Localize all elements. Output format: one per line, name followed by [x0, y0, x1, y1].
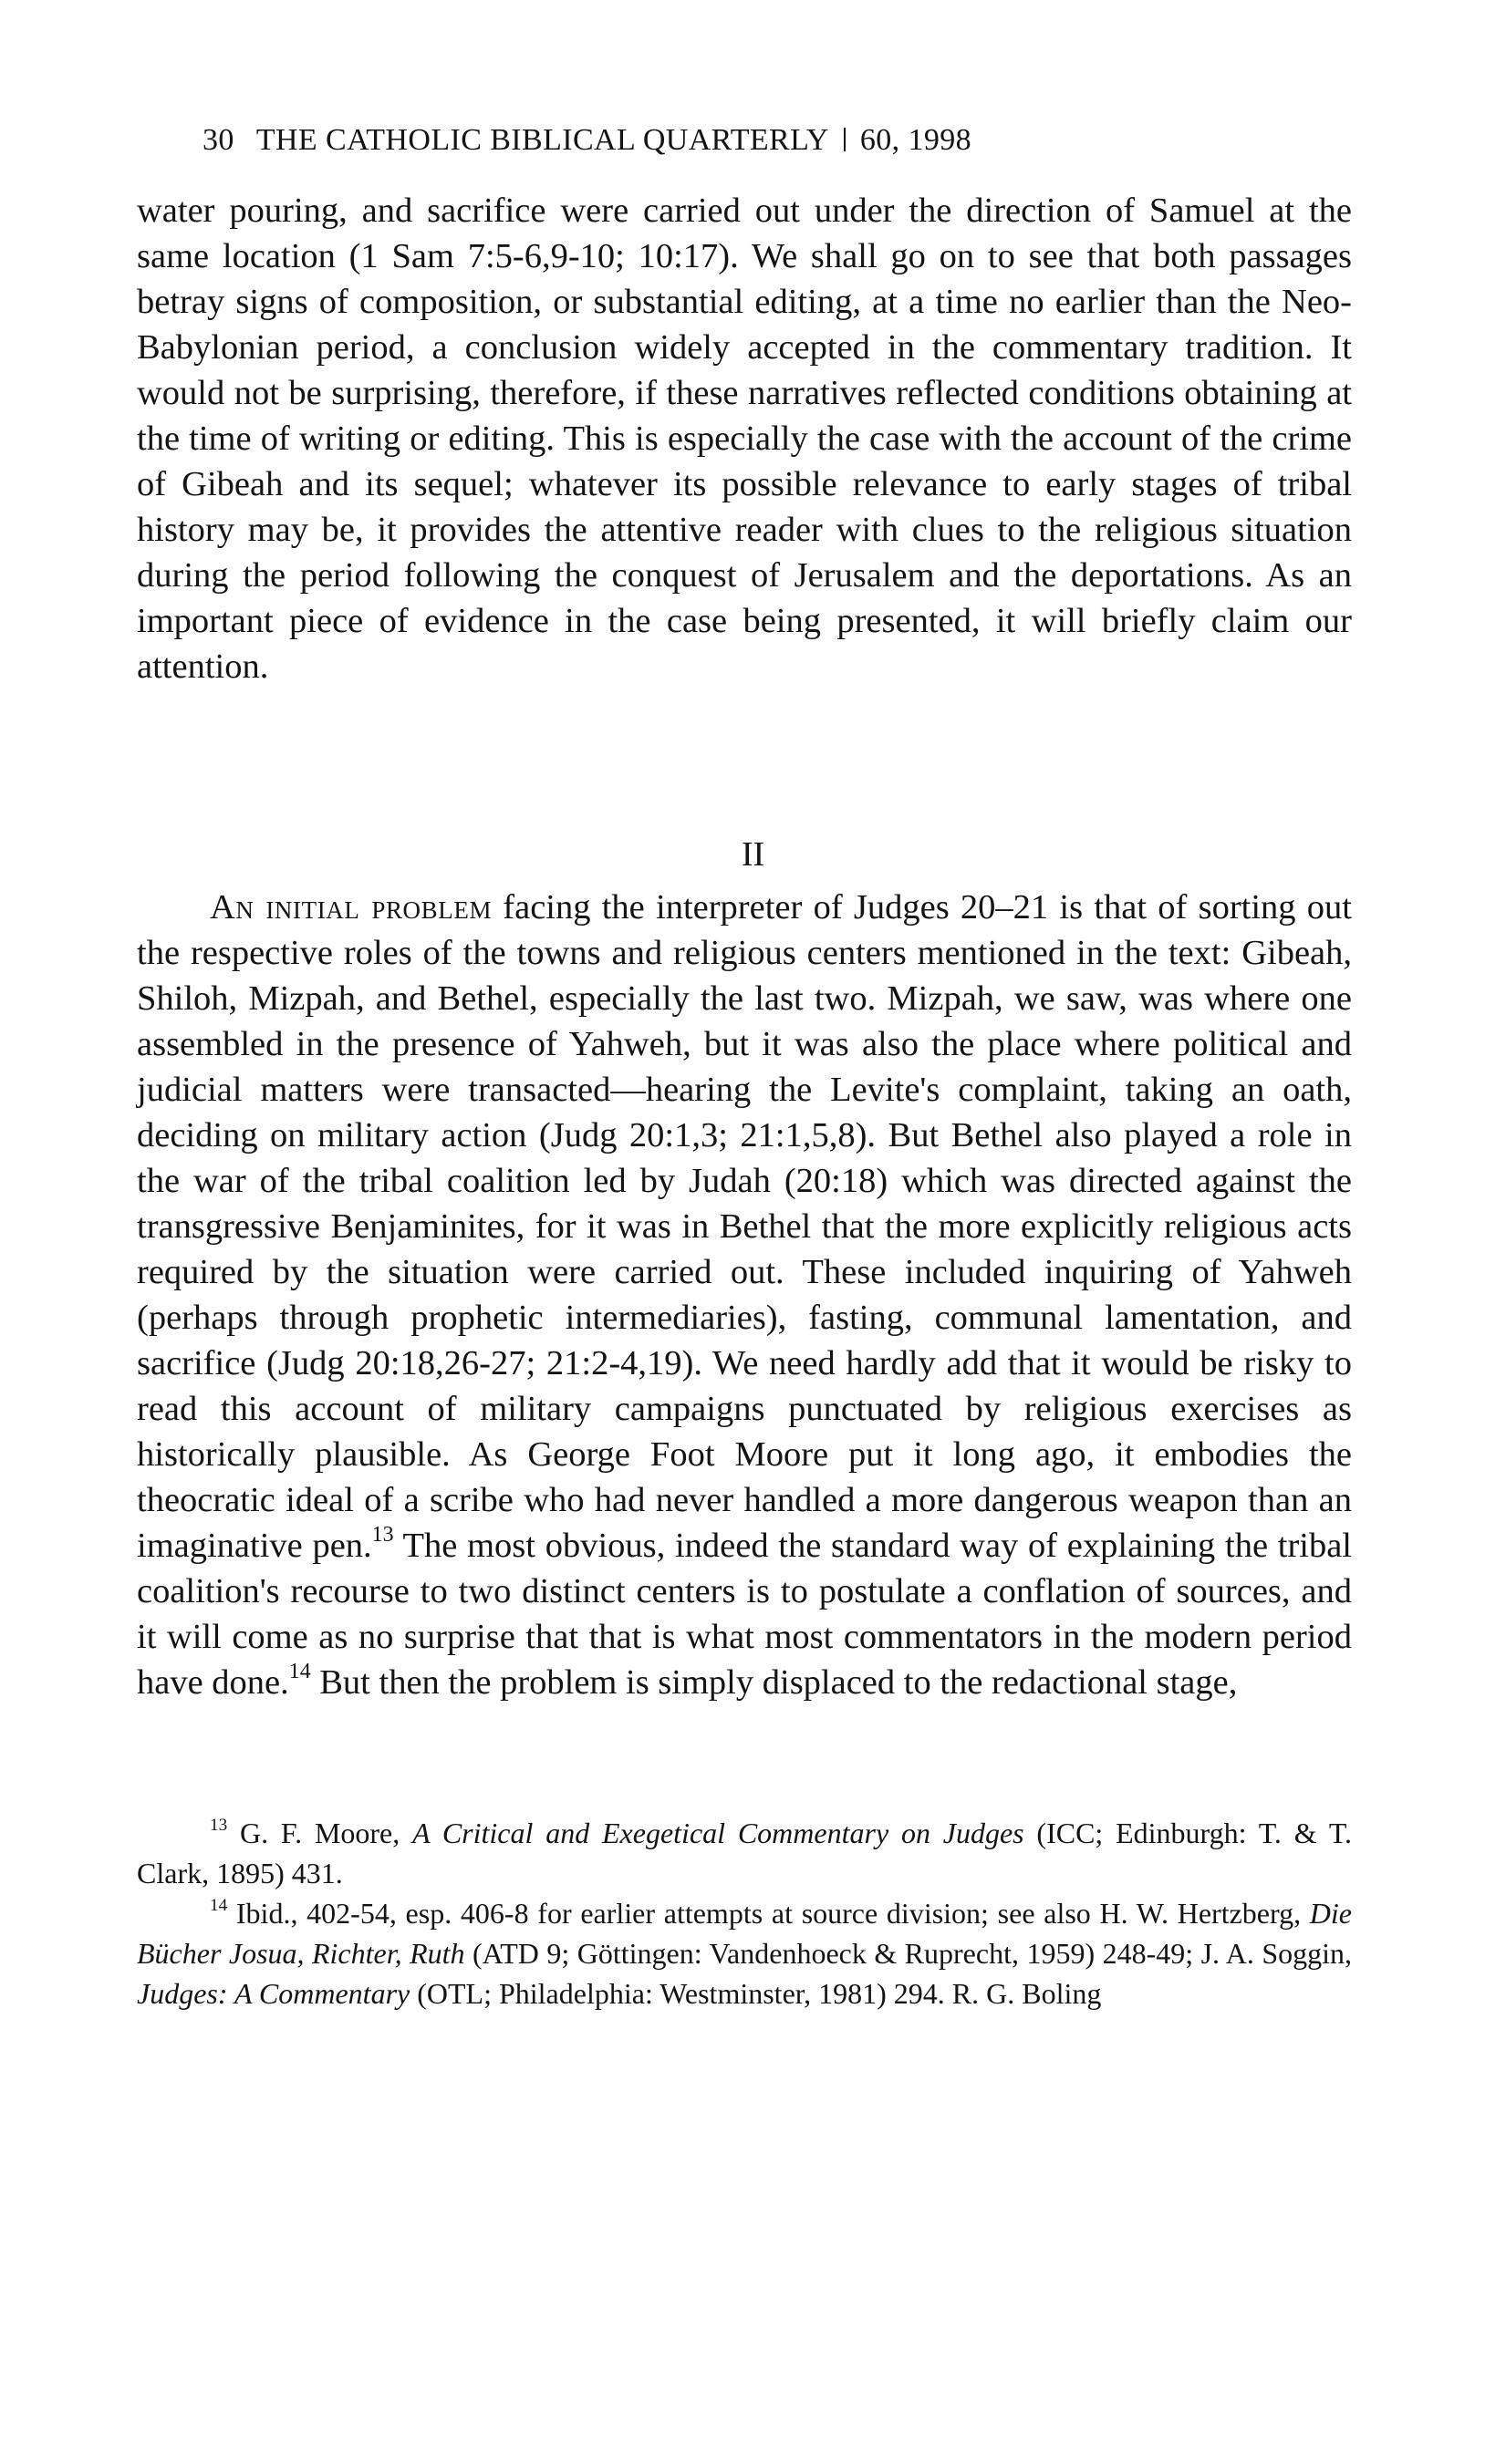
footnote-title: Die Bücher Josua, Richter, Ruth — [137, 1897, 1352, 1970]
footnote-number: 13 — [210, 1816, 228, 1836]
body-paragraph-2 — [137, 885, 1352, 1705]
footnote-text: G. F. Moore, — [227, 1817, 413, 1849]
footnote-13 — [137, 1813, 1352, 1893]
header-separator — [844, 128, 846, 151]
footnote-text: (ATD 9; Göttingen: Vandenhoeck & Ruprecht, 1959) 248-49; J. A. Soggin, — [464, 1937, 1353, 1970]
footnote-14 — [137, 1893, 1352, 2014]
footnote-text: (ICC; Edinburgh: T. & T. Clark, 1895) 431. — [137, 1817, 1353, 1889]
volume-year: 60, 1998 — [859, 123, 972, 157]
footnote-ref-14[interactable]: 14 — [288, 1659, 311, 1683]
paragraph-text: facing the interpreter of Judges 20–21 is that of sorting out the respective roles of the towns and religious centers mentioned in the text: Gibeah, Shiloh, Mizpah, and Bethel, especially the last two. Mizpah, we saw, was where one assembled in the presence of Yahweh, but it was also the place where political and judicial matters were transacted—hearing the Levite's complaint, taking an oath, deciding on military action (Judg 20:1,3; 21:1,5,8). But Bethel also played a role in the war of the tribal coalition led by Judah (20:18) which was directed against the transgressive Benjaminites, for it was in Bethel that the more explicitly religious acts required by the situation were carried out. These included inquiring of Yahweh (perhaps through prophetic intermediaries), fasting, communal lamentation, and sacrifice (Judg 20:18,26-27; 21:2-4,19). We need hardly add that it would be risky to read this account of military campaigns punctuated by religious exercises as historically plausible. As George Foot Moore put it long ago, it embodies the theocratic ideal of a scribe who had never handled a more dangerous weapon than an imaginative pen. — [137, 888, 1352, 1565]
footnote-title: A Critical and Exegetical Commentary on Judges — [412, 1817, 1024, 1849]
footnote-number: 14 — [210, 1896, 228, 1916]
footnote-title: Judges: A Commentary — [137, 1977, 410, 2010]
page-number: 30 — [203, 123, 234, 157]
footnote-ref-13[interactable]: 13 — [371, 1522, 394, 1547]
section-heading: II — [741, 835, 765, 874]
footnotes — [137, 1813, 1352, 2014]
footnote-text: Ibid., 402-54, esp. 406-8 for earlier attempts at source division; see also H. W. Hertzberg, — [227, 1897, 1310, 1930]
journal-title: THE CATHOLIC BIBLICAL QUARTERLY — [255, 123, 829, 157]
running-head — [203, 122, 1388, 159]
paragraph-text: The most obvious, indeed the standard way of explaining the tribal coalition's recourse to two distinct centers is to postulate a conflation of sources, and it will come as no surprise that that is what most commentators in the modern period have done. — [137, 1527, 1352, 1702]
footnote-text: (OTL; Philadelphia: Westminster, 1981) 294. R. G. Boling — [410, 1977, 1102, 2010]
paragraph-text: But then the problem is simply displaced to the redactional stage, — [310, 1663, 1238, 1702]
body-paragraph-1: water pouring, and sacrifice were carried out under the direction of Samuel at the same location (1 Sam 7:5-6,9-10; 10:17). We shall go on to see that both passages betray signs of composition, or substantial editing, at a time no earlier than the Neo-Babylonian period, a conclusion widely accepted in the commentary tradition. It would not be surprising, therefore, if these narratives reflected conditions obtaining at the time of writing or editing. This is especially the case with the account of the crime of Gibeah and its sequel; whatever its possible relevance to early stages of tribal history may be, it provides the attentive reader with clues to the religious situation during the period following the conquest of Jerusalem and the deportations. As an important piece of evidence in the case being presented, it will briefly claim our attention. — [137, 192, 1352, 686]
paragraph-lead-in: An initial problem — [210, 888, 493, 927]
